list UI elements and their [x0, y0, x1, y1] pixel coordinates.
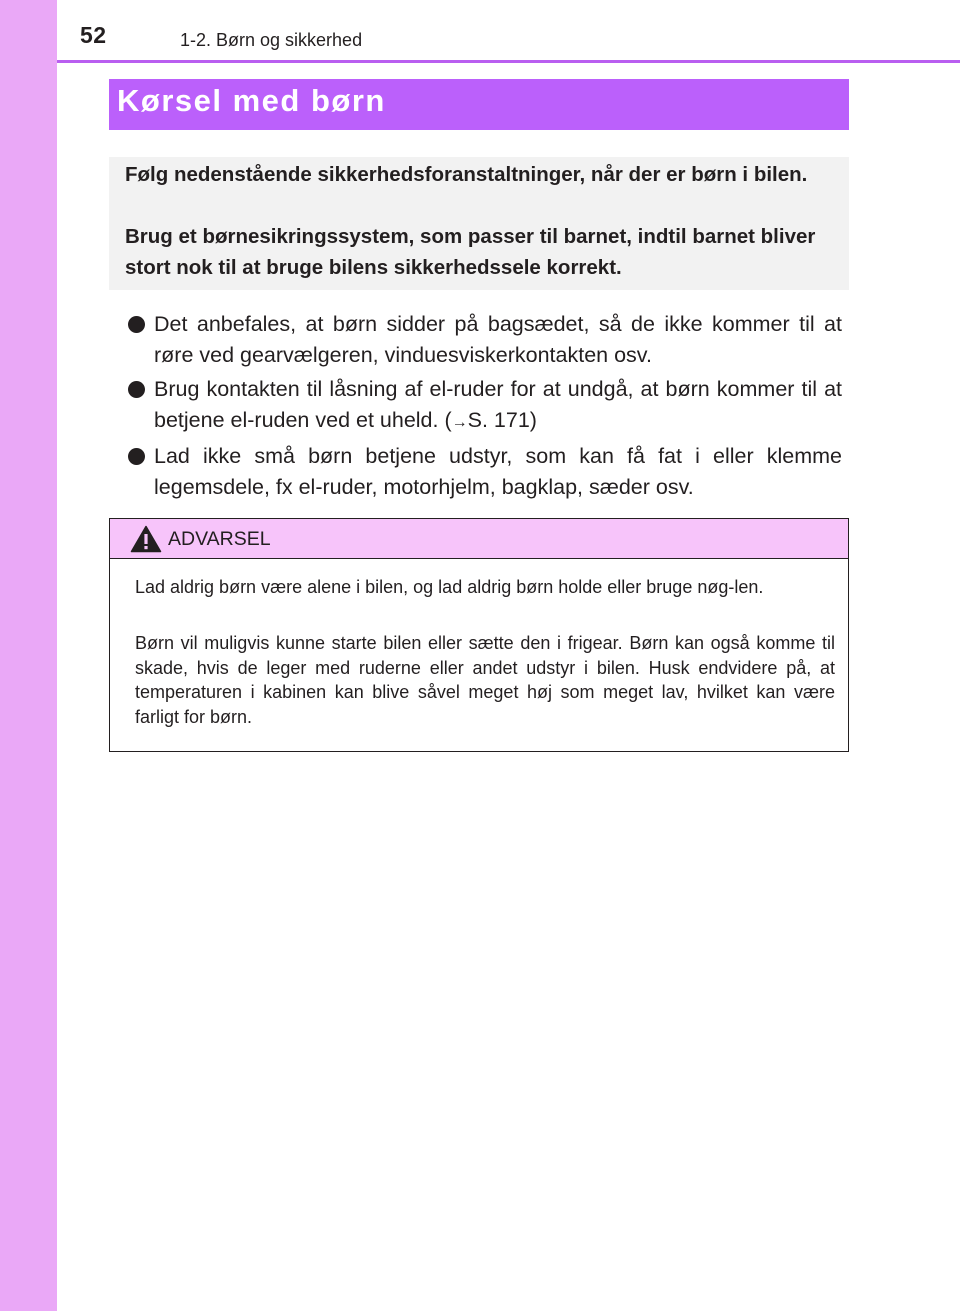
warning-header [110, 519, 848, 559]
intro-paragraph-2: Brug et børnesikringssystem, som passer til barnet, indtil barnet bliver stort nok til at bruge bilens sikkerhedssele korrekt. [125, 225, 816, 279]
warning-paragraph-2: Børn vil muligvis kunne starte bilen eller sætte den i frigear. Børn kan også komme til skade, hvis de leger med ruderne eller andet udstyr i bilen. Husk endvidere på, at temperaturen i kabinen kan blive såvel meget høj som meget lav, hvilket kan være farligt for børn. [135, 633, 835, 727]
bullet-text: Det anbefales, at børn sidder på bagsædet, så de ikke kommer til at røre ved gearvælgeren, vinduesviskerkontakten osv. [154, 312, 842, 367]
arrow-right-icon: → [451, 414, 468, 431]
bullet-dot-icon [128, 381, 145, 398]
bullet-dot-icon [128, 448, 145, 465]
intro-box [109, 157, 849, 290]
page-reference-link[interactable]: S. 171) [467, 408, 537, 432]
bullet-list [128, 309, 842, 506]
bullet-dot-icon [128, 316, 145, 333]
warning-triangle-icon [130, 525, 162, 553]
header-rule [57, 60, 960, 63]
bullet-item [128, 374, 842, 438]
title-bar [109, 79, 849, 130]
page-title: Kørsel med børn [117, 83, 386, 118]
bullet-text: Lad ikke små børn betjene udstyr, som kan få fat i eller klemme legemsdele, fx el-ruder, motorhjelm, bagklap, sæder osv. [154, 444, 842, 499]
bullet-item [128, 309, 842, 371]
side-color-band [0, 0, 57, 1311]
section-label: 1-2. Børn og sikkerhed [180, 30, 363, 50]
page-number: 52 [80, 22, 107, 48]
bullet-item [128, 441, 842, 503]
bullet-text: Brug kontakten til låsning af el-ruder for at undgå, at børn kommer til at betjene el-ruden ved et uheld. ( [154, 377, 842, 432]
warning-box [109, 518, 849, 752]
intro-paragraph-1: Følg nedenstående sikkerhedsforanstaltninger, når der er børn i bilen. [125, 163, 808, 186]
warning-paragraph-1: Lad aldrig børn være alene i bilen, og lad aldrig børn holde eller bruge nøg-len. [135, 577, 764, 597]
warning-label: ADVARSEL [168, 528, 271, 550]
